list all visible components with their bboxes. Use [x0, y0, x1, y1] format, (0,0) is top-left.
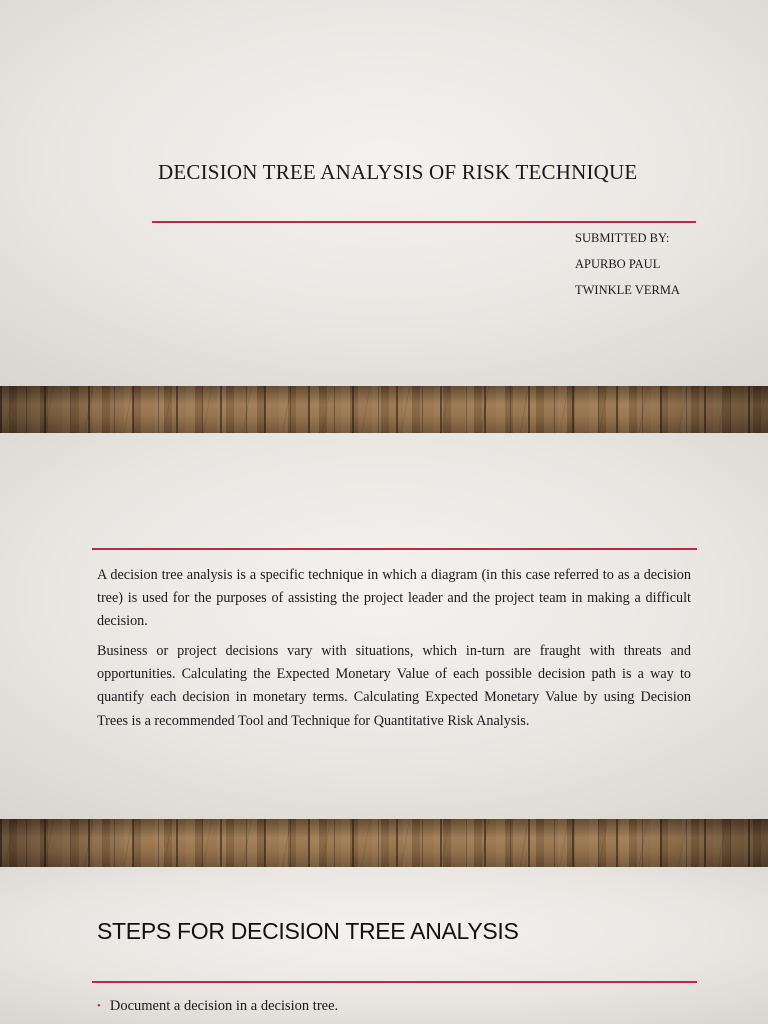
- body-paragraph: A decision tree analysis is a specific technique in which a diagram (in this case referred to as a decision tree) is used for the purposes of assisting the project leader and the project team in making a difficult decision.: [97, 567, 691, 630]
- accent-divider: [92, 981, 697, 983]
- bullet-text: Document a decision in a decision tree.: [109, 998, 339, 1014]
- submitted-by-label: SUBMITTED BY:: [575, 231, 670, 245]
- title-slide: [0, 0, 768, 386]
- bullet-icon: •: [97, 1000, 101, 1012]
- accent-divider: [152, 221, 696, 223]
- bullet-list-item: [97, 998, 338, 1015]
- body-paragraph: Business or project decisions vary with situations, which in-turn are fraught with threats and opportunities. Calculating the Expected Monetary Value of each possible decision path is a way to quantify each decision in monetary terms. Calculating Expected Monetary Value by using Decision Trees is a recommended Tool and Technique for Quantitative Risk Analysis.: [97, 643, 691, 729]
- content-slide: [0, 433, 768, 819]
- wood-floor-divider: [0, 386, 768, 433]
- author-name: TWINKLE VERMA: [575, 283, 680, 297]
- author-name: APURBO PAUL: [575, 257, 661, 271]
- accent-divider: [92, 548, 697, 550]
- slide-heading: STEPS FOR DECISION TREE ANALYSIS: [97, 918, 519, 944]
- slide-title: DECISION TREE ANALYSIS OF RISK TECHNIQUE: [158, 160, 638, 184]
- wood-floor-divider: [0, 819, 768, 867]
